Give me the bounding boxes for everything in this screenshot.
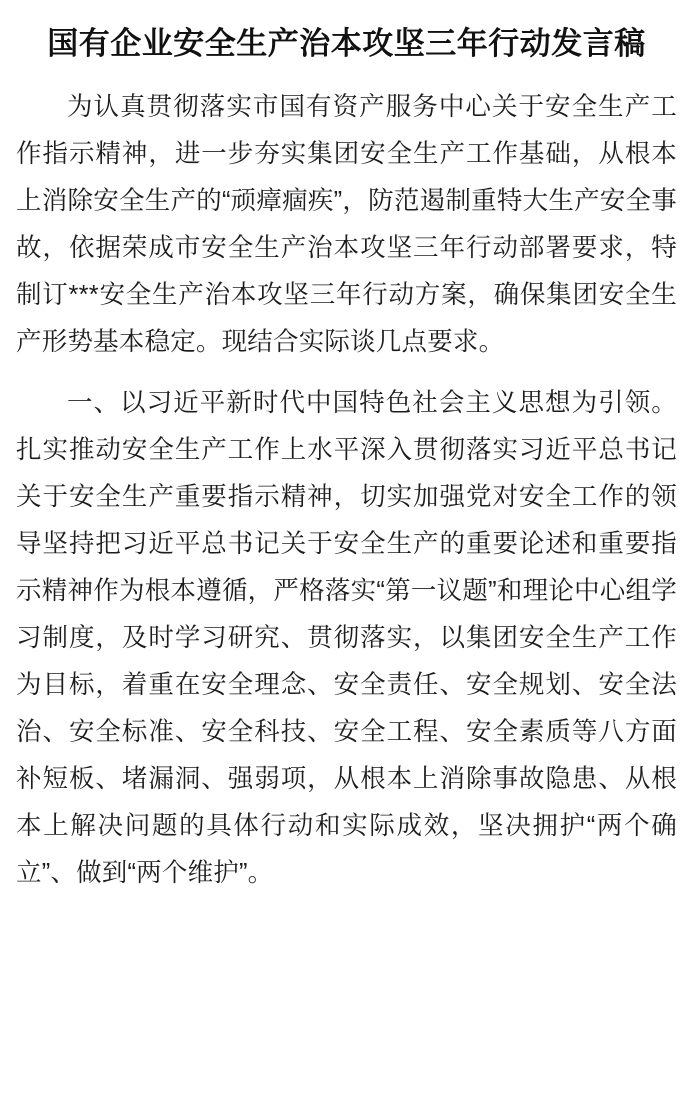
document-title: 国有企业安全生产治本攻坚三年行动发言稿 (47, 26, 646, 61)
document-body (16, 84, 677, 897)
paragraph-2: 一、以习近平新时代中国特色社会主义思想为引领。扎实推动安全生产工作上水平深入贯彻落实习近平总书记关于安全生产重要指示精神，切实加强党对安全工作的领导坚持把习近平总书记关于安全生产的重要论述和重要指示精神作为根本遵循，严格落实“第一议题”和理论中心组学习制度，及时学习研究、贯彻落实，以集团安全生产工作为目标，着重在安全理念、安全责任、安全规划、安全法治、安全标准、安全科技、安全工程、安全素质等八方面补短板、堵漏洞、强弱项，从根本上消除事故隐患、从根本上解决问题的具体行动和实际成效，坚决拥护“两个确立”、做到“两个维护”。 (16, 389, 677, 887)
paragraph-1: 为认真贯彻落实市国有资产服务中心关于安全生产工作指示精神，进一步夯实集团安全生产工作基础，从根本上消除安全生产的“顽瘴痼疾”，防范遏制重特大生产安全事故，依据荣成市安全生产治本攻坚三年行动部署要求，特制订***安全生产治本攻坚三年行动方案，确保集团安全生产形势基本稳定。现结合实际谈几点要求。 (16, 93, 677, 356)
